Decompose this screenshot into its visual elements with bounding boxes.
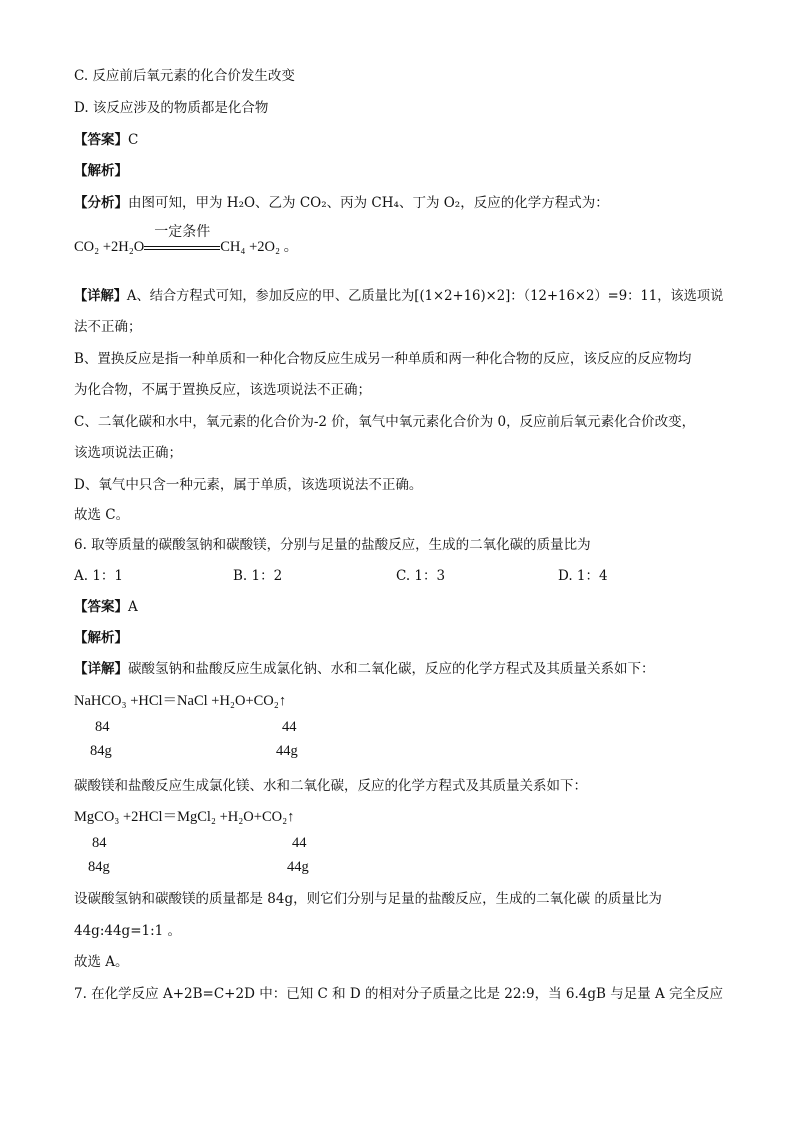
detail-tag: 【详解】: [74, 288, 127, 304]
answer-line: [74, 131, 138, 149]
detail-b-line1: B、置换反应是指一种单质和一种化合物反应生成另一种单质和两一种化合物的反应，该反应的反应物均: [74, 351, 692, 367]
detail-line-q6: [74, 660, 655, 678]
summary-line1: 设碳酸氢钠和碳酸镁的质量都是 84g，则它们分别与足量的盐酸反应，生成的二氧化碳 的质量比为: [74, 891, 662, 907]
mass-84-mg: 84: [92, 835, 107, 851]
detail-tag-q6: 【详解】: [74, 661, 128, 677]
fenxi-line: [74, 194, 609, 212]
detail-c-line1: C、二氧化碳和水中，氧元素的化合价为-2 价，氧气中氧元素化合价为 0，反应前后氧元素化合价改变，: [74, 414, 696, 430]
mass-44: 44: [282, 719, 297, 735]
answer-value-q6: A: [128, 599, 138, 615]
equation-left: CO₂ +2H₂O: [74, 239, 145, 255]
equation-mgco3: MgCO₃ +2HCl＝MgCl₂ +H₂O+CO₂↑: [74, 809, 295, 825]
text-mgco3: 碳酸镁和盐酸反应生成氯化镁、水和二氧化碳，反应的化学方程式及其质量关系如下：: [74, 778, 587, 794]
detail-d-line: D、氧气中只含一种元素，属于单质，该选项说法不正确。: [74, 477, 423, 493]
equation-q5: [74, 224, 299, 256]
detail-b-line2: 为化合物，不属于置换反应，该选项说法不正确；: [74, 382, 371, 398]
analysis-tag-q6: 【解析】: [74, 630, 128, 646]
detail-a-line1: [74, 287, 723, 305]
mass-44-mg: 44: [292, 835, 307, 851]
reaction-condition: [144, 224, 220, 256]
equation-right: CH₄ +2O₂ 。: [220, 239, 299, 255]
detail-a-line2: 法不正确；: [74, 319, 142, 335]
mass-84: 84: [95, 719, 110, 735]
analysis-heading-q6: [74, 629, 128, 647]
condition-text: 一定条件: [154, 224, 211, 240]
mass-44g: 44g: [276, 743, 298, 759]
conclusion-q6: 故选 A。: [74, 954, 129, 970]
equation-nahco3: NaHCO₃ +HCl＝NaCl +H₂O+CO₂↑: [74, 693, 287, 709]
question-6-stem: 6. 取等质量的碳酸氢钠和碳酸镁，分别与足量的盐酸反应，生成的二氧化碳的质量比为: [74, 537, 591, 553]
answer-tag-q6: 【答案】: [74, 599, 128, 615]
analysis-tag: 【解析】: [74, 163, 128, 179]
mass-84g-mg: 84g: [88, 859, 110, 875]
option-d-q6: D. 1：4: [558, 568, 608, 584]
detail-a-text: A、结合方程式可知，参加反应的甲、乙质量比为[(1×2+16)×2]：（12+16×2）=9：11，该选项说: [126, 288, 724, 304]
question-7-stem: 7. 在化学反应 A+2B=C+2D 中：已知 C 和 D 的相对分子质量之比是 22:9，当 6.4gB 与足量 A 完全反应: [74, 986, 724, 1002]
equals-bar: [144, 246, 220, 250]
conclusion-q5: 故选 C。: [74, 507, 130, 523]
detail-text-q6: 碳酸氢钠和盐酸反应生成氯化钠、水和二氧化碳，反应的化学方程式及其质量关系如下：: [128, 661, 655, 677]
answer-line-q6: [74, 598, 138, 616]
mass-44g-mg: 44g: [287, 859, 309, 875]
fenxi-text: 由图可知，甲为 H₂O、乙为 CO₂、丙为 CH₄、丁为 O₂，反应的化学方程式为：: [128, 195, 609, 211]
option-a: A. 1：1: [74, 568, 124, 584]
summary-line2: 44g:44g=1:1 。: [74, 923, 182, 939]
answer-value: C: [128, 132, 139, 148]
fenxi-tag: 【分析】: [74, 195, 128, 211]
mass-84g: 84g: [90, 743, 112, 759]
answer-tag: 【答案】: [74, 132, 128, 148]
option-d: D. 该反应涉及的物质都是化合物: [74, 100, 269, 116]
analysis-heading: [74, 162, 128, 180]
option-c-q6: C. 1：3: [396, 568, 446, 584]
option-c: C. 反应前后氧元素的化合价发生改变: [74, 68, 295, 84]
option-b: B. 1：2: [233, 568, 283, 584]
detail-c-line2: 该选项说法正确；: [74, 445, 182, 461]
